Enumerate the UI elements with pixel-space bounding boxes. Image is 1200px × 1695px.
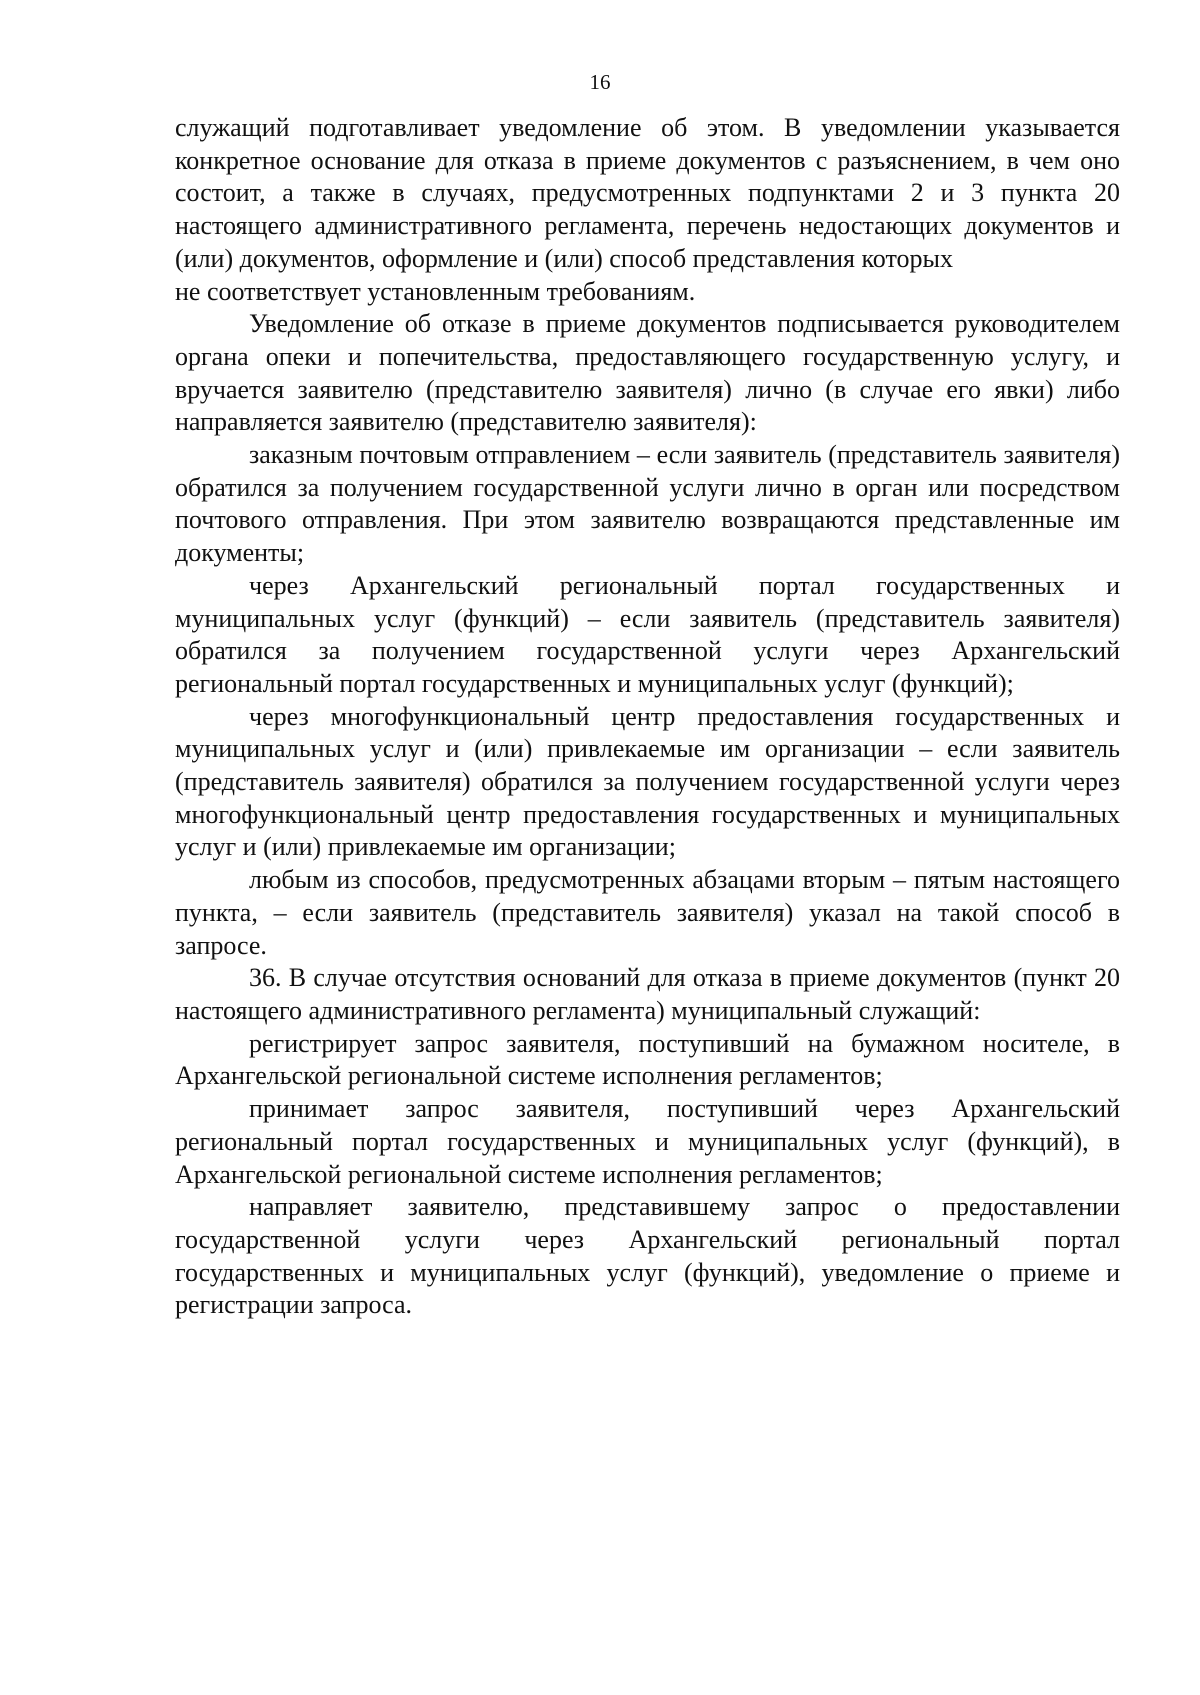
paragraph-item-36: 36. В случае отсутствия оснований для отказа в приеме документов (пункт 20 настоящего административного регламента) муниципальный служащий: bbox=[175, 963, 1120, 1025]
page-number: 16 bbox=[589, 70, 611, 94]
paragraph-accepts-request: принимает запрос заявителя, поступивший через Архангельский региональный портал государственных и муниципальных услуг (функций), в Архангельской региональной системе исполнения регламентов; bbox=[175, 1094, 1120, 1189]
paragraph-sends-notification: направляет заявителю, представившему запрос о предоставлении государственной услуги через Архангельский региональный портал государственных и муниципальных услуг (функций), уведомление о приеме и регистрации запроса. bbox=[175, 1192, 1120, 1320]
paragraph-continuation-end: не соответствует установленным требованиям. bbox=[175, 276, 696, 306]
paragraph-registered-mail: заказным почтовым отправлением – если заявитель (представитель заявителя) обратился за получением государственной услуги лично в орган или посредством почтового отправления. При этом заявителю возвращаются представленные им документы; bbox=[175, 440, 1120, 568]
paragraph-any-method: любым из способов, предусмотренных абзацами вторым – пятым настоящего пункта, – если заявитель (представитель заявителя) указал на такой способ в запросе. bbox=[175, 865, 1120, 960]
paragraph-registers-request: регистрирует запрос заявителя, поступивший на бумажном носителе, в Архангельской региональной системе исполнения регламентов; bbox=[175, 1028, 1120, 1091]
document-body bbox=[175, 112, 1120, 1322]
paragraph-refusal-notice: Уведомление об отказе в приеме документов подписывается руководителем органа опеки и попечительства, предоставляющего государственную услугу, и вручается заявителю (представителю заявителя) лично (в случае его явки) либо направляется заявителю (представителю заявителя): bbox=[175, 309, 1120, 437]
paragraph-regional-portal: через Архангельский региональный портал государственных и муниципальных услуг (функций) – если заявитель (представитель заявителя) обратился за получением государственной услуги через Архангельский региональный портал государственных и муниципальных услуг (функций); bbox=[175, 570, 1120, 698]
paragraph-mfc: через многофункциональный центр предоставления государственных и муниципальных услуг и (или) привлекаемые им организации – если заявитель (представитель заявителя) обратился за получением государственной услуги через многофункциональный центр предоставления государственных и муниципальных услуг и (или) привлекаемые им организации; bbox=[175, 701, 1120, 862]
paragraph-continuation: служащий подготавливает уведомление об этом. В уведомлении указывается конкретное основание для отказа в приеме документов с разъяснением, в чем оно состоит, а также в случаях, предусмотренных подпунктами 2 и 3 пункта 20 настоящего административного регламента, перечень недостающих документов и (или) документов, оформление и (или) способ представления которых bbox=[175, 113, 1120, 273]
